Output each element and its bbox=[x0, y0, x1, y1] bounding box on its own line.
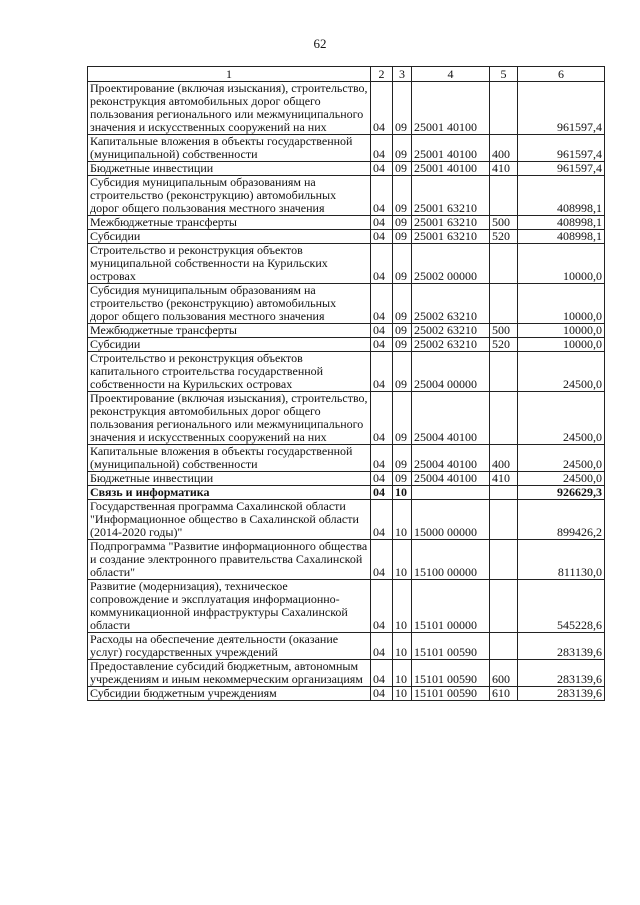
row-name-cell: Строительство и реконструкция объектов муниципальной собственности на Курильских островах bbox=[88, 244, 371, 284]
row-target-article-cell: 25001 63210 bbox=[412, 216, 490, 230]
row-name-cell: Межбюджетные трансферты bbox=[88, 324, 371, 338]
row-expense-type-cell bbox=[490, 540, 518, 580]
row-expense-type-cell: 500 bbox=[490, 216, 518, 230]
row-section-cell: 04 bbox=[371, 230, 393, 244]
row-expense-type-cell: 410 bbox=[490, 162, 518, 176]
row-expense-type-cell bbox=[490, 392, 518, 445]
row-name-cell: Проектирование (включая изыскания), строительство, реконструкция автомобильных дорог общего пользования регионального или межмуниципального значения и искусственных сооружений на них bbox=[88, 392, 371, 445]
row-subsection-cell: 10 bbox=[393, 633, 412, 660]
table-row bbox=[88, 580, 605, 633]
row-expense-type-cell bbox=[490, 244, 518, 284]
row-name-cell: Расходы на обеспечение деятельности (оказание услуг) государственных учреждений bbox=[88, 633, 371, 660]
row-target-article-cell: 25001 40100 bbox=[412, 82, 490, 135]
row-target-article-cell: 15101 00590 bbox=[412, 633, 490, 660]
row-name-cell: Межбюджетные трансферты bbox=[88, 216, 371, 230]
row-amount-cell: 283139,6 bbox=[518, 660, 605, 687]
column-header: 6 bbox=[518, 67, 605, 82]
row-name-cell: Строительство и реконструкция объектов капитального строительства государственной собственности на Курильских островах bbox=[88, 352, 371, 392]
row-name-cell: Субсидии bbox=[88, 230, 371, 244]
column-header: 5 bbox=[490, 67, 518, 82]
row-name-cell: Подпрограмма "Развитие информационного общества и создание электронного правительства Сахалинской области" bbox=[88, 540, 371, 580]
row-target-article-cell: 25001 40100 bbox=[412, 135, 490, 162]
row-target-article-cell: 25002 63210 bbox=[412, 324, 490, 338]
row-expense-type-cell bbox=[490, 580, 518, 633]
row-name-cell: Субсидия муниципальным образованиям на строительство (реконструкцию) автомобильных дорог общего пользования местного значения bbox=[88, 176, 371, 216]
row-expense-type-cell: 610 bbox=[490, 687, 518, 701]
row-target-article-cell: 25002 00000 bbox=[412, 244, 490, 284]
row-target-article-cell: 15101 00590 bbox=[412, 660, 490, 687]
row-name-cell: Капитальные вложения в объекты государственной (муниципальной) собственности bbox=[88, 445, 371, 472]
row-target-article-cell: 15000 00000 bbox=[412, 500, 490, 540]
row-subsection-cell: 09 bbox=[393, 338, 412, 352]
row-section-cell: 04 bbox=[371, 660, 393, 687]
row-target-article-cell: 25001 63210 bbox=[412, 230, 490, 244]
row-expense-type-cell bbox=[490, 352, 518, 392]
row-target-article-cell: 25001 63210 bbox=[412, 176, 490, 216]
table-row bbox=[88, 244, 605, 284]
row-subsection-cell: 09 bbox=[393, 162, 412, 176]
row-name-cell: Развитие (модернизация), техническое сопровождение и эксплуатация информационно-коммуникационной инфраструктуры Сахалинской области bbox=[88, 580, 371, 633]
table-row bbox=[88, 540, 605, 580]
row-expense-type-cell bbox=[490, 486, 518, 500]
row-name-cell: Субсидия муниципальным образованиям на строительство (реконструкцию) автомобильных дорог общего пользования местного значения bbox=[88, 284, 371, 324]
table-row bbox=[88, 135, 605, 162]
table-row bbox=[88, 324, 605, 338]
row-section-cell: 04 bbox=[371, 633, 393, 660]
page-number: 62 bbox=[313, 36, 327, 51]
row-expense-type-cell: 520 bbox=[490, 338, 518, 352]
row-expense-type-cell bbox=[490, 284, 518, 324]
row-section-cell: 04 bbox=[371, 162, 393, 176]
table-row bbox=[88, 284, 605, 324]
row-target-article-cell: 25002 63210 bbox=[412, 284, 490, 324]
row-amount-cell: 961597,4 bbox=[518, 82, 605, 135]
row-expense-type-cell: 400 bbox=[490, 445, 518, 472]
column-header: 3 bbox=[393, 67, 412, 82]
row-amount-cell: 926629,3 bbox=[518, 486, 605, 500]
table-row bbox=[88, 486, 605, 500]
row-subsection-cell: 09 bbox=[393, 472, 412, 486]
column-header: 4 bbox=[412, 67, 490, 82]
row-expense-type-cell: 400 bbox=[490, 135, 518, 162]
table-row bbox=[88, 338, 605, 352]
row-amount-cell: 283139,6 bbox=[518, 633, 605, 660]
row-amount-cell: 899426,2 bbox=[518, 500, 605, 540]
row-expense-type-cell bbox=[490, 176, 518, 216]
row-subsection-cell: 10 bbox=[393, 486, 412, 500]
row-target-article-cell: 15101 00000 bbox=[412, 580, 490, 633]
table-row bbox=[88, 660, 605, 687]
row-target-article-cell: 25002 63210 bbox=[412, 338, 490, 352]
row-name-cell: Проектирование (включая изыскания), строительство, реконструкция автомобильных дорог общего пользования регионального или межмуниципального значения и искусственных сооружений на них bbox=[88, 82, 371, 135]
row-section-cell: 04 bbox=[371, 486, 393, 500]
row-section-cell: 04 bbox=[371, 392, 393, 445]
table-row bbox=[88, 472, 605, 486]
row-amount-cell: 283139,6 bbox=[518, 687, 605, 701]
row-subsection-cell: 09 bbox=[393, 176, 412, 216]
row-amount-cell: 408998,1 bbox=[518, 176, 605, 216]
row-section-cell: 04 bbox=[371, 352, 393, 392]
row-amount-cell: 24500,0 bbox=[518, 445, 605, 472]
row-subsection-cell: 09 bbox=[393, 392, 412, 445]
row-subsection-cell: 10 bbox=[393, 540, 412, 580]
row-expense-type-cell: 600 bbox=[490, 660, 518, 687]
row-amount-cell: 408998,1 bbox=[518, 216, 605, 230]
row-expense-type-cell: 410 bbox=[490, 472, 518, 486]
row-target-article-cell: 25004 00000 bbox=[412, 352, 490, 392]
row-subsection-cell: 09 bbox=[393, 135, 412, 162]
row-amount-cell: 10000,0 bbox=[518, 284, 605, 324]
row-subsection-cell: 10 bbox=[393, 660, 412, 687]
row-name-cell: Государственная программа Сахалинской области "Информационное общество в Сахалинской области (2014-2020 годы)" bbox=[88, 500, 371, 540]
row-subsection-cell: 09 bbox=[393, 284, 412, 324]
row-target-article-cell: 25001 40100 bbox=[412, 162, 490, 176]
row-section-cell: 04 bbox=[371, 540, 393, 580]
row-section-cell: 04 bbox=[371, 135, 393, 162]
row-section-cell: 04 bbox=[371, 338, 393, 352]
row-section-cell: 04 bbox=[371, 324, 393, 338]
row-section-cell: 04 bbox=[371, 82, 393, 135]
column-header: 2 bbox=[371, 67, 393, 82]
table-row bbox=[88, 216, 605, 230]
table-row bbox=[88, 500, 605, 540]
row-amount-cell: 545228,6 bbox=[518, 580, 605, 633]
row-name-cell: Предоставление субсидий бюджетным, автономным учреждениям и иным некоммерческим организациям bbox=[88, 660, 371, 687]
row-name-cell: Бюджетные инвестиции bbox=[88, 162, 371, 176]
row-section-cell: 04 bbox=[371, 176, 393, 216]
row-subsection-cell: 09 bbox=[393, 230, 412, 244]
row-name-cell: Связь и информатика bbox=[88, 486, 371, 500]
table-row bbox=[88, 176, 605, 216]
row-subsection-cell: 09 bbox=[393, 445, 412, 472]
row-subsection-cell: 10 bbox=[393, 687, 412, 701]
row-amount-cell: 961597,4 bbox=[518, 135, 605, 162]
row-expense-type-cell bbox=[490, 82, 518, 135]
row-target-article-cell: 25004 40100 bbox=[412, 472, 490, 486]
row-name-cell: Субсидии бюджетным учреждениям bbox=[88, 687, 371, 701]
row-section-cell: 04 bbox=[371, 472, 393, 486]
table-row bbox=[88, 392, 605, 445]
row-section-cell: 04 bbox=[371, 687, 393, 701]
row-target-article-cell: 15100 00000 bbox=[412, 540, 490, 580]
row-expense-type-cell bbox=[490, 500, 518, 540]
row-subsection-cell: 09 bbox=[393, 82, 412, 135]
row-amount-cell: 811130,0 bbox=[518, 540, 605, 580]
table-row bbox=[88, 230, 605, 244]
table-row bbox=[88, 352, 605, 392]
row-subsection-cell: 09 bbox=[393, 244, 412, 284]
row-amount-cell: 961597,4 bbox=[518, 162, 605, 176]
row-subsection-cell: 10 bbox=[393, 500, 412, 540]
table-row bbox=[88, 82, 605, 135]
row-section-cell: 04 bbox=[371, 244, 393, 284]
row-section-cell: 04 bbox=[371, 445, 393, 472]
row-section-cell: 04 bbox=[371, 216, 393, 230]
table-row bbox=[88, 162, 605, 176]
header-row bbox=[88, 67, 605, 82]
row-expense-type-cell bbox=[490, 633, 518, 660]
row-expense-type-cell: 500 bbox=[490, 324, 518, 338]
row-target-article-cell: 25004 40100 bbox=[412, 445, 490, 472]
row-amount-cell: 10000,0 bbox=[518, 324, 605, 338]
row-amount-cell: 24500,0 bbox=[518, 392, 605, 445]
table-row bbox=[88, 445, 605, 472]
row-subsection-cell: 09 bbox=[393, 324, 412, 338]
table-row bbox=[88, 687, 605, 701]
row-amount-cell: 408998,1 bbox=[518, 230, 605, 244]
row-subsection-cell: 10 bbox=[393, 580, 412, 633]
row-expense-type-cell: 520 bbox=[490, 230, 518, 244]
row-name-cell: Бюджетные инвестиции bbox=[88, 472, 371, 486]
budget-table bbox=[87, 66, 605, 701]
row-name-cell: Субсидии bbox=[88, 338, 371, 352]
column-header: 1 bbox=[88, 67, 371, 82]
row-target-article-cell: 25004 40100 bbox=[412, 392, 490, 445]
row-amount-cell: 10000,0 bbox=[518, 244, 605, 284]
table-row bbox=[88, 633, 605, 660]
row-amount-cell: 24500,0 bbox=[518, 352, 605, 392]
row-target-article-cell bbox=[412, 486, 490, 500]
row-section-cell: 04 bbox=[371, 500, 393, 540]
row-subsection-cell: 09 bbox=[393, 216, 412, 230]
row-subsection-cell: 09 bbox=[393, 352, 412, 392]
row-target-article-cell: 15101 00590 bbox=[412, 687, 490, 701]
row-name-cell: Капитальные вложения в объекты государственной (муниципальной) собственности bbox=[88, 135, 371, 162]
row-section-cell: 04 bbox=[371, 580, 393, 633]
row-amount-cell: 24500,0 bbox=[518, 472, 605, 486]
row-section-cell: 04 bbox=[371, 284, 393, 324]
row-amount-cell: 10000,0 bbox=[518, 338, 605, 352]
